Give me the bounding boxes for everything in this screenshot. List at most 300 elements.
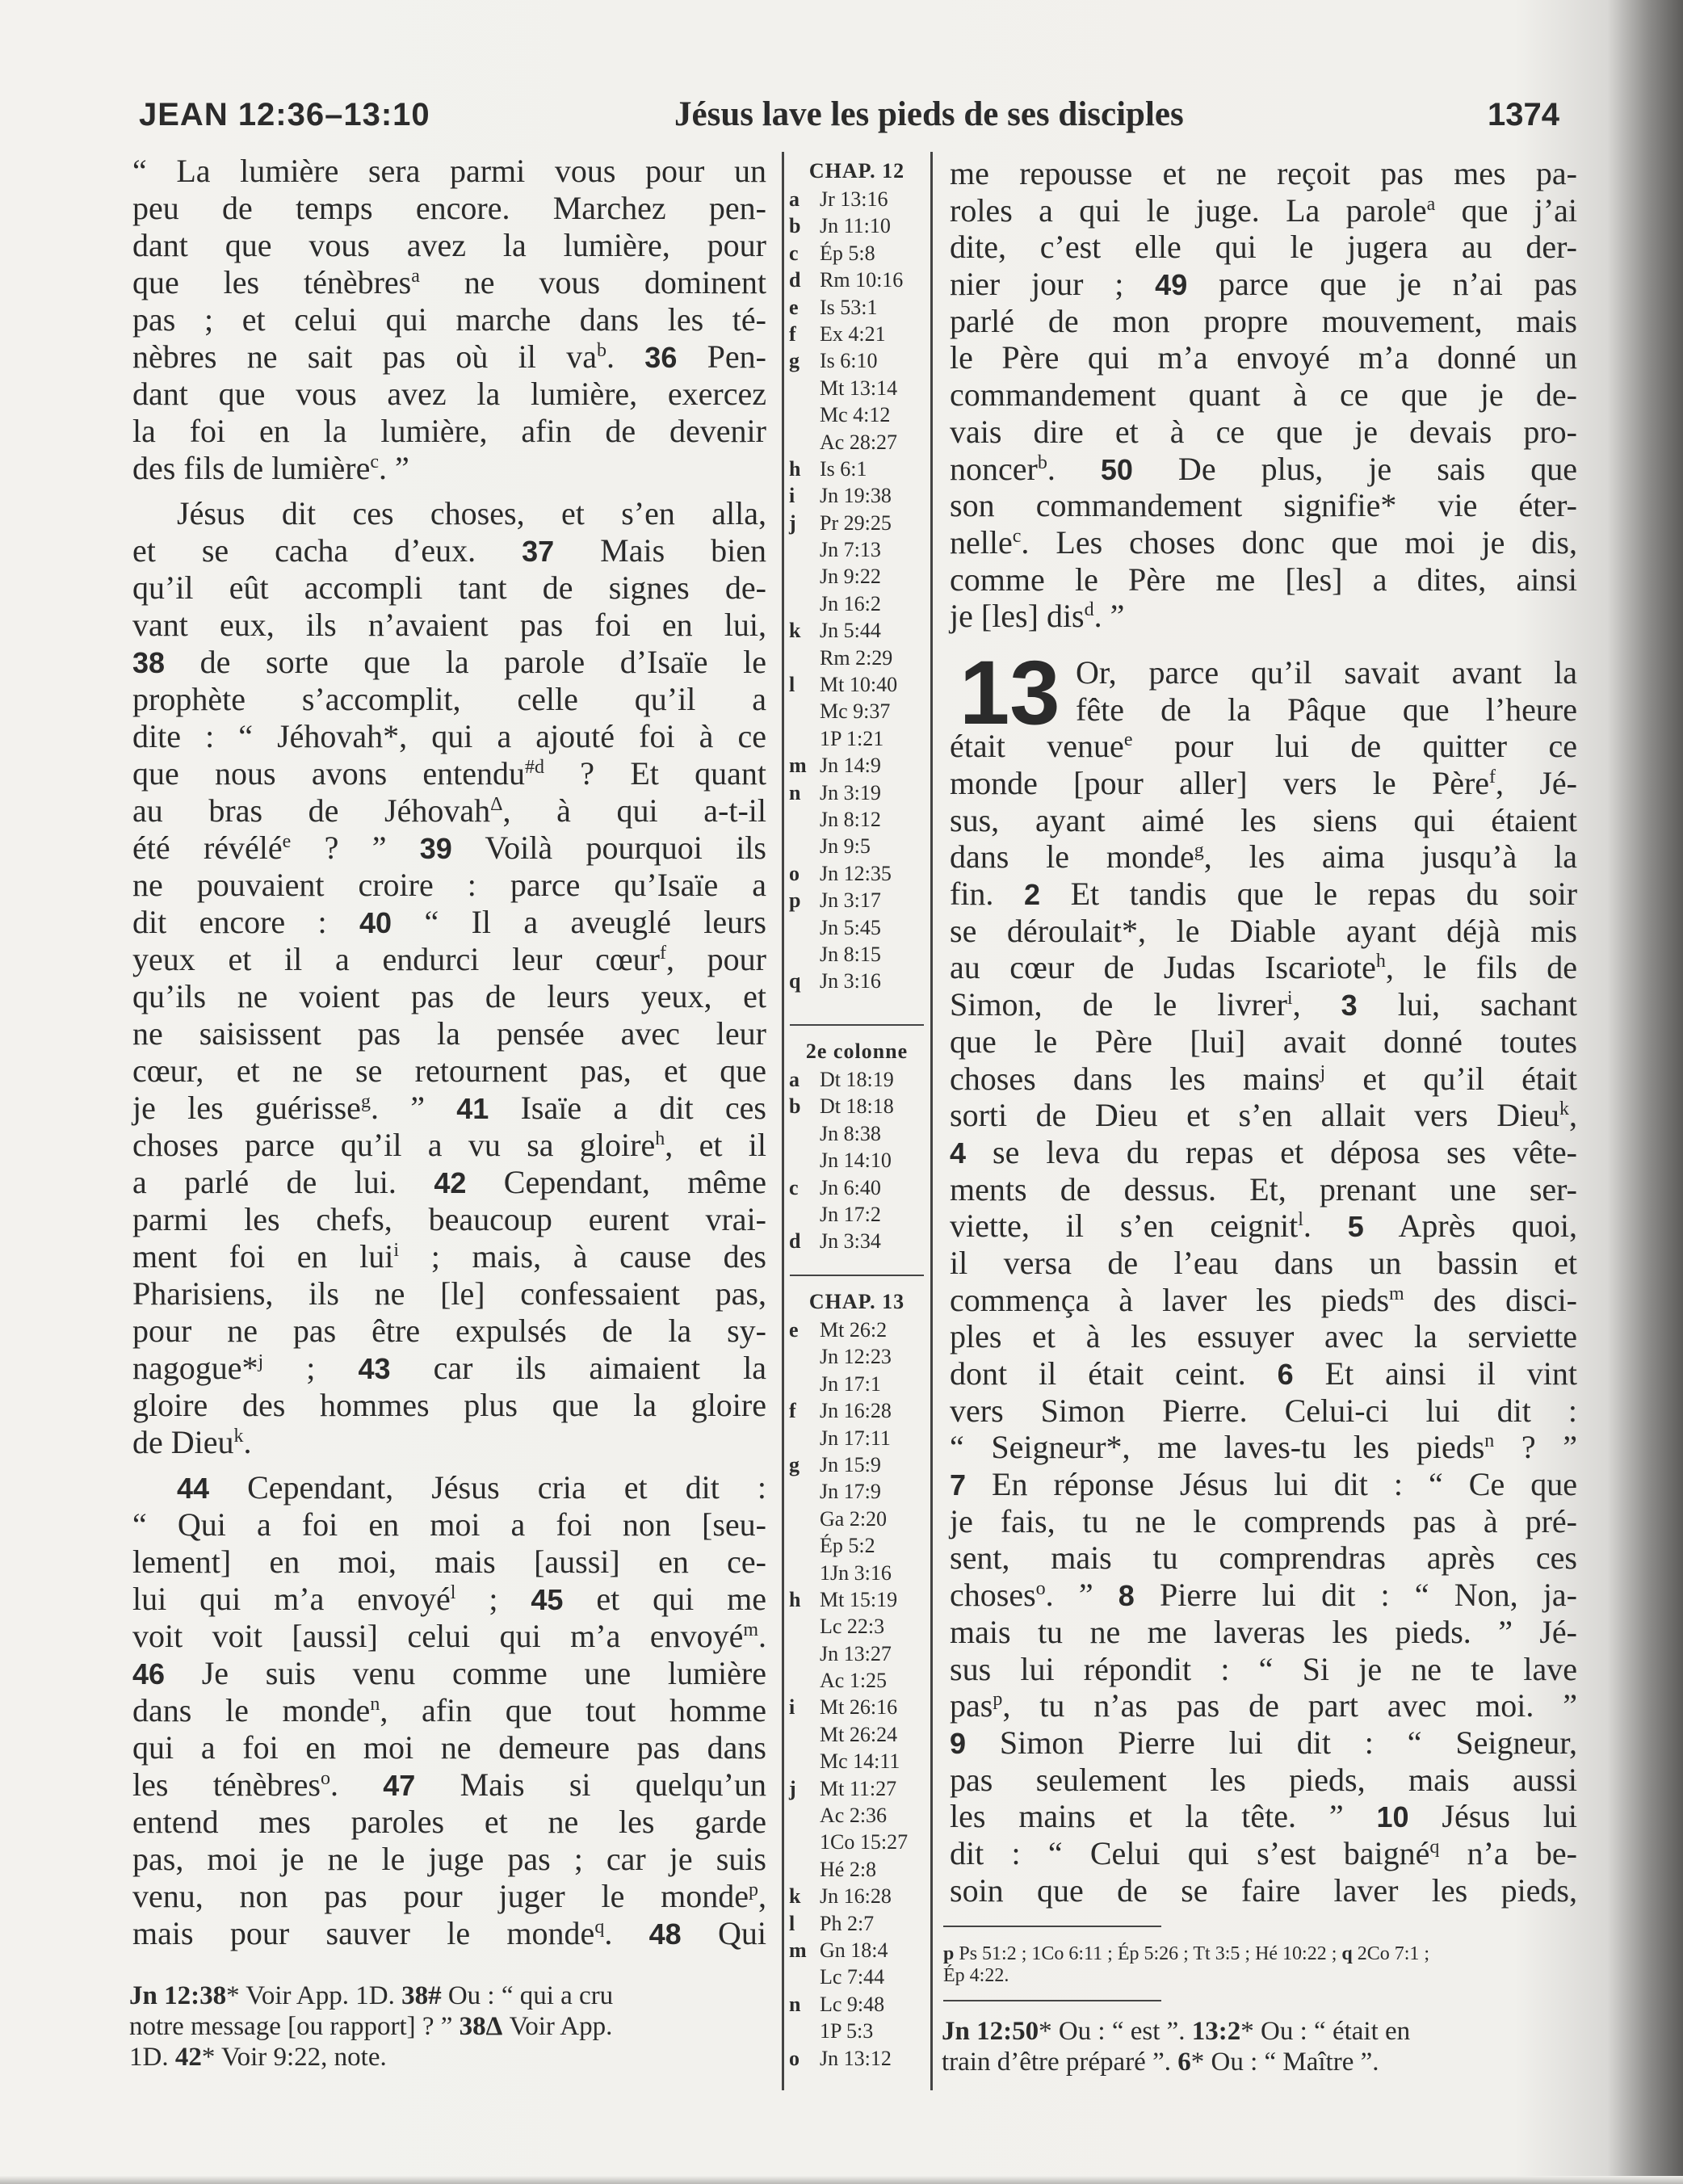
note-marker: #d xyxy=(525,757,545,778)
cross-reference-row xyxy=(787,1991,926,2018)
cross-reference: Ac 2:36 xyxy=(820,1804,888,1828)
cross-reference: Is 6:10 xyxy=(820,349,878,373)
verse-number: 5 xyxy=(1347,1210,1364,1244)
text-line xyxy=(132,1655,766,1692)
cross-reference: Jn 17:2 xyxy=(820,1202,881,1226)
text-run: . xyxy=(604,1915,649,1951)
cross-reference: Jn 6:40 xyxy=(820,1175,881,1199)
cross-reference-row xyxy=(787,321,926,347)
cross-reference-letter: q xyxy=(789,969,801,993)
cross-reference: Mc 14:11 xyxy=(820,1749,900,1774)
text-line xyxy=(132,1238,766,1275)
text-line xyxy=(950,1245,1577,1282)
text-line xyxy=(950,1651,1577,1688)
text-run: fête de la Pâque que l’heure xyxy=(1076,691,1577,728)
cross-reference: Jn 8:15 xyxy=(820,942,881,966)
text-run: Pen- xyxy=(677,338,766,375)
cross-reference-row xyxy=(787,2018,926,2044)
cross-reference: Jn 8:38 xyxy=(820,1121,881,1145)
footnote-reference: 6 xyxy=(1177,2048,1191,2077)
text-line xyxy=(132,681,766,718)
text-line xyxy=(132,153,766,190)
text-line xyxy=(950,1503,1577,1540)
verse-number: 39 xyxy=(419,832,452,865)
cross-reference-row xyxy=(787,482,926,509)
text-run: ne saisissent pas la pensée avec leur xyxy=(132,1015,766,1052)
cross-reference: Ac 28:27 xyxy=(820,430,898,454)
cross-reference-row xyxy=(787,1228,926,1254)
page-bottom-edge xyxy=(0,2176,1683,2184)
cross-reference-row xyxy=(787,1066,926,1093)
cross-reference: Dt 18:18 xyxy=(820,1094,894,1119)
verse-number: 42 xyxy=(434,1166,467,1199)
text-run: qui a foi en moi ne demeure pas dans xyxy=(132,1729,766,1766)
text-run: sorti de Dieu et s’en allait vers Dieu xyxy=(950,1097,1559,1134)
cross-reference-row xyxy=(787,590,926,617)
text-run: prophète s’accomplit, celle qu’il a xyxy=(132,681,766,717)
text-run: , pour xyxy=(665,941,766,977)
text-run: 1D. xyxy=(129,2043,175,2072)
text-run: ; xyxy=(263,1350,359,1386)
cross-reference-letter: k xyxy=(789,1884,801,1909)
cross-reference-row xyxy=(787,779,926,806)
text-line xyxy=(950,1872,1577,1909)
cross-reference-row xyxy=(787,941,926,968)
text-run: ? ” xyxy=(291,830,420,866)
cross-reference: Jn 15:9 xyxy=(820,1452,881,1476)
cross-reference: Is 53:1 xyxy=(820,295,878,319)
text-line xyxy=(132,607,766,644)
note-marker: q xyxy=(1429,1836,1440,1858)
note-marker: b xyxy=(596,340,606,361)
cross-reference-row xyxy=(787,1694,926,1720)
verse-number: 38 xyxy=(132,646,166,679)
note-marker: p xyxy=(993,1689,1003,1711)
text-run: parmi les chefs, beaucoup eurent vrai- xyxy=(132,1201,766,1237)
text-run: dant que vous avez la lumière, pour xyxy=(132,227,766,263)
cross-reference-row xyxy=(787,186,926,212)
text-run: “ Qui a foi en moi a foi non [seu- xyxy=(132,1506,766,1543)
cross-reference: Mt 26:2 xyxy=(820,1318,888,1342)
text-run: a parlé de lui. xyxy=(132,1164,434,1200)
cross-reference-letter: i xyxy=(789,484,795,508)
cross-reference-rule xyxy=(790,1275,924,1276)
cross-reference-heading: CHAP. 12 xyxy=(808,159,905,183)
cross-reference: Jn 9:22 xyxy=(820,565,881,589)
text-run: choses dans les mains xyxy=(950,1060,1320,1097)
page-number: 1374 xyxy=(1488,97,1559,132)
chapter-number: 13 xyxy=(959,641,1060,743)
text-run: mais tu ne me laveras les pieds. ” Jé- xyxy=(950,1613,1577,1650)
cross-reference-heading: CHAP. 13 xyxy=(808,1290,905,1313)
cross-reference: 1P 1:21 xyxy=(820,726,884,750)
cross-reference-letter: f xyxy=(789,321,796,346)
cross-reference-row xyxy=(787,1120,926,1147)
text-line xyxy=(132,338,766,376)
text-run: était venue xyxy=(950,728,1124,765)
text-line xyxy=(132,495,766,532)
note-marker: i xyxy=(393,1240,400,1261)
cross-reference: Jn 5:44 xyxy=(820,619,881,643)
cross-reference-row xyxy=(787,1371,926,1397)
text-line xyxy=(132,376,766,413)
text-line xyxy=(950,339,1577,376)
text-line xyxy=(132,904,766,941)
cross-reference-row xyxy=(787,375,926,401)
text-run: mais pour sauver le monde xyxy=(132,1915,595,1951)
text-run: Or, parce qu’il savait avant la xyxy=(1076,653,1577,691)
cross-reference-letter: h xyxy=(789,456,801,481)
cross-reference-letter: d xyxy=(789,1229,801,1254)
chapter-paragraph xyxy=(950,641,1578,1909)
cross-reference: Jr 13:16 xyxy=(820,187,888,211)
cross-reference-row xyxy=(787,240,926,267)
text-run: de Dieu xyxy=(132,1424,234,1460)
cross-reference-footnote-line xyxy=(943,1943,1581,1965)
text-run: ne vous dominent xyxy=(419,264,767,300)
text-run: . xyxy=(1047,450,1101,487)
cross-reference-row xyxy=(787,968,926,994)
cross-reference-letter: m xyxy=(789,1938,807,1962)
text-run: les mains et la tête. ” xyxy=(950,1798,1377,1835)
cross-reference: Rm 2:29 xyxy=(820,645,893,670)
text-line xyxy=(132,1915,766,1952)
cross-reference: Lc 22:3 xyxy=(820,1615,885,1639)
cross-reference-row xyxy=(787,456,926,482)
cross-reference: Ac 1:25 xyxy=(820,1669,888,1693)
cross-reference-row xyxy=(787,267,926,293)
text-run: nelle xyxy=(950,523,1013,561)
text-line xyxy=(950,524,1577,561)
text-run: Après quoi, xyxy=(1363,1208,1578,1245)
cross-reference: Gn 18:4 xyxy=(820,1938,888,1962)
text-run: je [les] dis xyxy=(950,598,1085,635)
cross-reference-row xyxy=(787,1721,926,1748)
text-run: . xyxy=(1303,1208,1348,1245)
text-run: les ténèbres xyxy=(132,1766,321,1803)
cross-reference: Jn 14:9 xyxy=(820,754,881,778)
text-run: * Ou : “ était en xyxy=(1240,2017,1411,2046)
text-run: commença à laver les pieds xyxy=(950,1281,1390,1318)
text-line xyxy=(950,1798,1577,1835)
cross-reference: Ép 5:8 xyxy=(820,241,875,265)
cross-reference-letter: k xyxy=(789,619,801,643)
text-run: lui, sachant xyxy=(1357,986,1578,1023)
cross-reference-letter: g xyxy=(789,349,800,373)
cross-reference: Jn 17:9 xyxy=(820,1480,881,1504)
text-run: ; mais, à cause des xyxy=(399,1238,766,1275)
text-line xyxy=(950,303,1577,340)
note-marker: e xyxy=(282,831,292,852)
cross-reference-row xyxy=(787,860,926,887)
text-run: fin. xyxy=(950,876,1024,913)
text-line xyxy=(132,1766,766,1804)
cross-reference: Ga 2:20 xyxy=(820,1506,888,1531)
text-line xyxy=(132,1618,766,1655)
text-run: son commandement signifie* vie éter- xyxy=(950,487,1577,524)
text-run: notre message [ou rapport] ? ” xyxy=(129,2012,460,2041)
text-run: et qui me xyxy=(563,1581,766,1617)
footnote-reference: q xyxy=(1341,1943,1353,1964)
cross-reference: Mt 11:27 xyxy=(820,1776,897,1800)
footnote-line xyxy=(129,2011,775,2042)
note-marker: p xyxy=(749,1880,758,1900)
cross-reference-letter: l xyxy=(789,673,795,697)
text-line xyxy=(950,876,1577,913)
footnote-reference: 13:2 xyxy=(1191,2017,1241,2046)
text-run: des disci- xyxy=(1404,1281,1577,1318)
note-marker: k xyxy=(233,1426,244,1447)
cross-reference-row xyxy=(787,1586,926,1613)
cross-reference: Jn 16:28 xyxy=(820,1884,892,1909)
text-run: me repousse et ne reçoit pas mes pa- xyxy=(950,155,1577,191)
text-run: Mais si quelqu’un xyxy=(415,1766,767,1803)
text-line xyxy=(950,414,1577,451)
text-run: ments de dessus. Et, prenant une ser- xyxy=(950,1170,1577,1208)
text-line xyxy=(950,913,1577,950)
left-text-column xyxy=(132,153,766,1960)
cross-reference-row xyxy=(787,536,926,563)
cross-reference-letter: l xyxy=(789,1911,795,1935)
text-line xyxy=(950,1687,1577,1724)
column-divider-right xyxy=(930,152,933,2090)
cross-reference: Is 6:1 xyxy=(820,456,867,481)
text-line xyxy=(132,1506,766,1544)
text-line xyxy=(950,376,1577,414)
cross-reference-row xyxy=(787,1802,926,1829)
text-run: soin que de se faire laver les pieds, xyxy=(950,1871,1577,1909)
text-line xyxy=(132,1090,766,1127)
cross-reference-row xyxy=(787,1425,926,1451)
note-marker: n xyxy=(1484,1430,1495,1452)
footnote-rule-right xyxy=(943,2000,1161,2001)
text-run: Pierre lui dit : “ Non, ja- xyxy=(1134,1577,1577,1614)
text-run: Ou : “ qui a cru xyxy=(441,1981,614,2010)
text-line xyxy=(132,941,766,978)
text-run: sus lui répondit : “ Si je ne te lave xyxy=(950,1650,1577,1687)
cross-reference-row xyxy=(787,1883,926,1909)
text-run: parlé de mon propre mouvement, mais xyxy=(950,302,1577,339)
cross-reference: Jn 7:13 xyxy=(820,538,881,562)
cross-reference-row xyxy=(787,1937,926,1964)
verse-number: 43 xyxy=(358,1352,391,1385)
verse-number: 40 xyxy=(359,906,392,939)
text-run: , afin que tout homme xyxy=(380,1692,766,1728)
footnote-line xyxy=(942,2016,1588,2047)
text-run: vant eux, ils n’avaient pas foi en lui, xyxy=(132,607,766,643)
text-run: comme le Père me [les] a dites, ainsi xyxy=(950,561,1577,598)
text-run: que les ténèbres xyxy=(132,264,412,300)
cross-reference: Rm 10:16 xyxy=(820,268,904,292)
text-line xyxy=(132,755,766,792)
cross-reference: Mt 15:19 xyxy=(820,1587,898,1611)
text-line xyxy=(132,1052,766,1090)
text-line xyxy=(950,451,1577,488)
text-run: lement] en moi, mais [aussi] en ce- xyxy=(132,1544,766,1580)
note-marker: o xyxy=(320,1768,330,1789)
cross-reference-row xyxy=(787,563,926,590)
text-line xyxy=(950,192,1577,229)
cross-reference-letter: o xyxy=(789,2046,800,2070)
text-run: “ La lumière sera parmi vous pour un xyxy=(132,153,766,189)
cross-reference: Ex 4:21 xyxy=(820,321,886,346)
text-run: vers Simon Pierre. Celui-ci lui dit : xyxy=(950,1392,1577,1429)
text-run: , et il xyxy=(665,1127,766,1163)
text-run: Cependant, même xyxy=(466,1164,766,1200)
text-line xyxy=(950,1577,1577,1614)
text-run: que j’ai xyxy=(1435,191,1578,229)
cross-reference-row xyxy=(787,1451,926,1478)
text-line xyxy=(950,155,1577,192)
text-run: dite, c’est elle qui le jugera au der- xyxy=(950,229,1577,266)
text-run: au cœur de Judas Iscariote xyxy=(950,949,1376,986)
text-run: vais dire et à ce que je devais pro- xyxy=(950,413,1577,450)
text-line xyxy=(132,301,766,338)
cross-reference-letter: e xyxy=(789,295,799,319)
text-run: monde [pour aller] vers le Père xyxy=(950,765,1490,801)
note-marker: h xyxy=(655,1128,665,1149)
verse-number: 3 xyxy=(1341,989,1358,1023)
text-run: , le fils de xyxy=(1385,949,1577,986)
column-divider-left xyxy=(782,152,784,2090)
note-marker: m xyxy=(743,1619,758,1640)
text-line xyxy=(132,1581,766,1618)
cross-reference-row xyxy=(787,1343,926,1370)
text-run: choses parce qu’il a vu sa gloire xyxy=(132,1127,656,1163)
text-run: Simon, de le livrer xyxy=(950,986,1287,1023)
text-run: pas ; et celui qui marche dans les té- xyxy=(132,301,766,338)
text-line xyxy=(132,1127,766,1164)
text-run: pas xyxy=(950,1687,993,1724)
footnote-line xyxy=(942,2047,1588,2077)
cross-reference: Mt 26:24 xyxy=(820,1722,898,1746)
text-run: parce que je n’ai pas xyxy=(1187,266,1577,303)
note-marker: l xyxy=(1298,1209,1303,1231)
text-run: nagogue* xyxy=(132,1350,258,1386)
text-run: . ” xyxy=(379,450,409,486)
text-run: noncer xyxy=(950,450,1038,487)
cross-reference-row xyxy=(787,2045,926,2072)
text-run: viette, il s’en ceignit xyxy=(950,1208,1299,1245)
text-run: au bras de Jéhovah xyxy=(132,792,491,829)
text-run: lui qui m’a envoyé xyxy=(132,1581,451,1617)
text-line xyxy=(950,1724,1577,1762)
text-run: voit voit [aussi] celui qui m’a envoyé xyxy=(132,1618,744,1654)
cross-reference-row xyxy=(787,1640,926,1667)
text-run: . ” xyxy=(1093,598,1125,635)
text-run: se leva du repas et déposa ses vête- xyxy=(966,1133,1577,1170)
cross-reference-row xyxy=(787,914,926,941)
cross-reference-letter: c xyxy=(789,241,799,265)
text-line xyxy=(950,1097,1577,1134)
note-marker: c xyxy=(1012,525,1022,547)
text-run: “ Il a aveuglé leurs xyxy=(392,904,766,940)
cross-reference-row xyxy=(787,1910,926,1937)
text-run: ? Et quant xyxy=(544,755,766,792)
text-run: je les guérisse xyxy=(132,1090,361,1126)
text-run: , Jé- xyxy=(1496,765,1578,801)
text-run: nèbres ne sait pas où il va xyxy=(132,338,597,375)
cross-reference-section xyxy=(787,157,926,995)
text-line xyxy=(132,1387,766,1424)
note-marker: g xyxy=(360,1091,371,1112)
cross-reference: Lc 9:48 xyxy=(820,1992,885,2016)
text-line xyxy=(950,1762,1577,1799)
cross-reference-row xyxy=(787,1560,926,1586)
text-line xyxy=(950,949,1577,986)
note-marker: n xyxy=(370,1694,380,1715)
cross-reference-row xyxy=(787,1093,926,1119)
text-run: se déroulait*, le Diable ayant déjà mis xyxy=(950,912,1577,949)
verse-number: 6 xyxy=(1277,1358,1294,1391)
cross-reference: 1P 5:3 xyxy=(820,2019,874,2043)
cross-reference-letter: a xyxy=(789,1068,800,1091)
cross-reference-letter: j xyxy=(789,510,796,535)
cross-reference-letter: n xyxy=(789,1992,801,2016)
footnotes-right xyxy=(942,2016,1588,2077)
cross-reference-row xyxy=(787,645,926,671)
text-run: ne pouvaient croire : parce qu’Isaïe a xyxy=(132,867,766,903)
cross-reference: Jn 12:35 xyxy=(820,861,892,885)
text-line xyxy=(950,266,1577,303)
text-run: pas, moi je ne le juge pas ; car je suis xyxy=(132,1841,766,1877)
note-marker: m xyxy=(1389,1283,1404,1304)
text-run: Qui xyxy=(681,1915,767,1951)
paragraph xyxy=(132,153,766,487)
xref-footnote-rule xyxy=(943,1926,1161,1927)
cross-reference: Jn 19:38 xyxy=(820,484,892,508)
text-run: . xyxy=(243,1424,252,1460)
cross-reference-letter: b xyxy=(789,214,801,238)
text-line xyxy=(132,867,766,904)
note-marker: e xyxy=(1123,729,1133,751)
cross-reference-section xyxy=(787,1037,926,1255)
overflow-cross-references xyxy=(943,1943,1581,1987)
text-line xyxy=(950,1208,1577,1245)
text-run: qu’il eût accompli tant de signes de- xyxy=(132,569,766,606)
text-run: cœur, et ne se retournent pas, et que xyxy=(132,1052,766,1089)
cross-reference-heading: 2e colonne xyxy=(805,1040,909,1063)
cross-reference-row xyxy=(787,1201,926,1228)
text-line xyxy=(132,1015,766,1052)
footnote-reference: p xyxy=(943,1943,955,1964)
cross-reference: Jn 5:45 xyxy=(820,915,881,939)
text-line xyxy=(950,1134,1577,1171)
cross-reference-row xyxy=(787,1506,926,1532)
text-run: Et ainsi il vint xyxy=(1293,1355,1577,1392)
cross-reference-row xyxy=(787,347,926,374)
cross-reference-letter: n xyxy=(789,780,801,804)
cross-reference: Jn 17:11 xyxy=(820,1426,891,1450)
text-run: n’a be- xyxy=(1439,1834,1577,1871)
text-run: Mais bien xyxy=(554,532,767,569)
cross-reference: Mt 13:14 xyxy=(820,376,898,400)
text-run: choses xyxy=(950,1577,1036,1614)
text-line xyxy=(132,569,766,607)
note-marker: d xyxy=(1084,599,1094,621)
text-run: . xyxy=(758,1618,766,1654)
text-line xyxy=(950,1835,1577,1872)
text-line xyxy=(950,1614,1577,1651)
cross-reference-letter: a xyxy=(789,187,800,211)
cross-reference-row xyxy=(787,1174,926,1201)
text-line xyxy=(132,532,766,569)
note-marker: f xyxy=(659,943,666,964)
text-run: venu, non pas pour juger le monde xyxy=(132,1878,749,1914)
text-run: Jésus dit ces choses, et s’en alla, xyxy=(177,495,766,531)
text-run: dont il était ceint. xyxy=(950,1355,1278,1392)
text-run: dit : “ Celui qui s’est baigné xyxy=(950,1834,1430,1871)
